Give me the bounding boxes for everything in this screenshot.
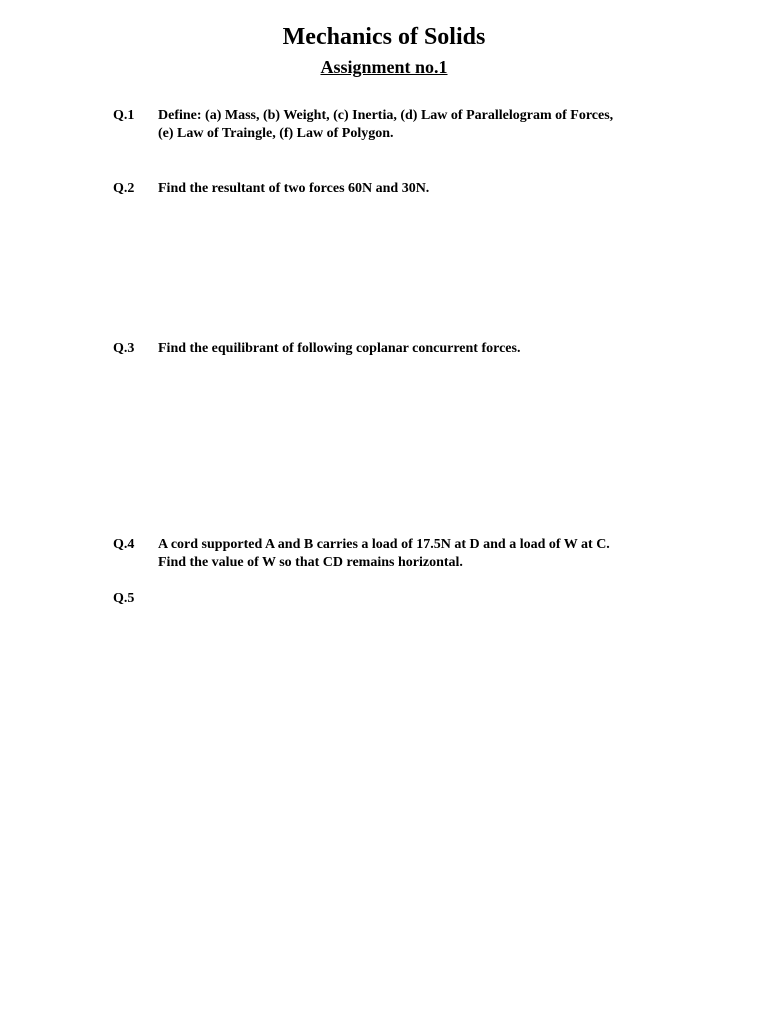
question-number: Q.3 xyxy=(113,341,135,356)
question-5 xyxy=(113,590,673,608)
question-text xyxy=(158,536,678,572)
document-title: Mechanics of Solids xyxy=(282,24,486,50)
question-text-line: Define: (a) Mass, (b) Weight, (c) Inertia, (d) Law of Parallelogram of Forces, xyxy=(158,108,614,123)
question-text-line: Find the value of W so that CD remains horizontal. xyxy=(158,555,463,570)
question-text-line: (e) Law of Traingle, (f) Law of Polygon. xyxy=(158,126,394,141)
assignment-subtitle: Assignment no.1 xyxy=(320,57,448,77)
question-number: Q.2 xyxy=(113,181,135,196)
question-text-line: Find the resultant of two forces 60N and 30N. xyxy=(158,181,430,196)
question-number: Q.5 xyxy=(113,591,135,606)
question-3 xyxy=(113,340,673,358)
question-text-line: A cord supported A and B carries a load of 17.5N at D and a load of W at C. xyxy=(158,537,610,552)
question-number: Q.4 xyxy=(113,537,135,552)
question-2 xyxy=(113,180,673,198)
question-text-line: Find the equilibrant of following coplanar concurrent forces. xyxy=(158,341,521,356)
question-text xyxy=(158,180,678,198)
question-1 xyxy=(113,107,673,143)
question-text xyxy=(158,107,678,143)
question-text xyxy=(158,340,678,358)
question-number: Q.1 xyxy=(113,108,135,123)
question-4 xyxy=(113,536,673,572)
